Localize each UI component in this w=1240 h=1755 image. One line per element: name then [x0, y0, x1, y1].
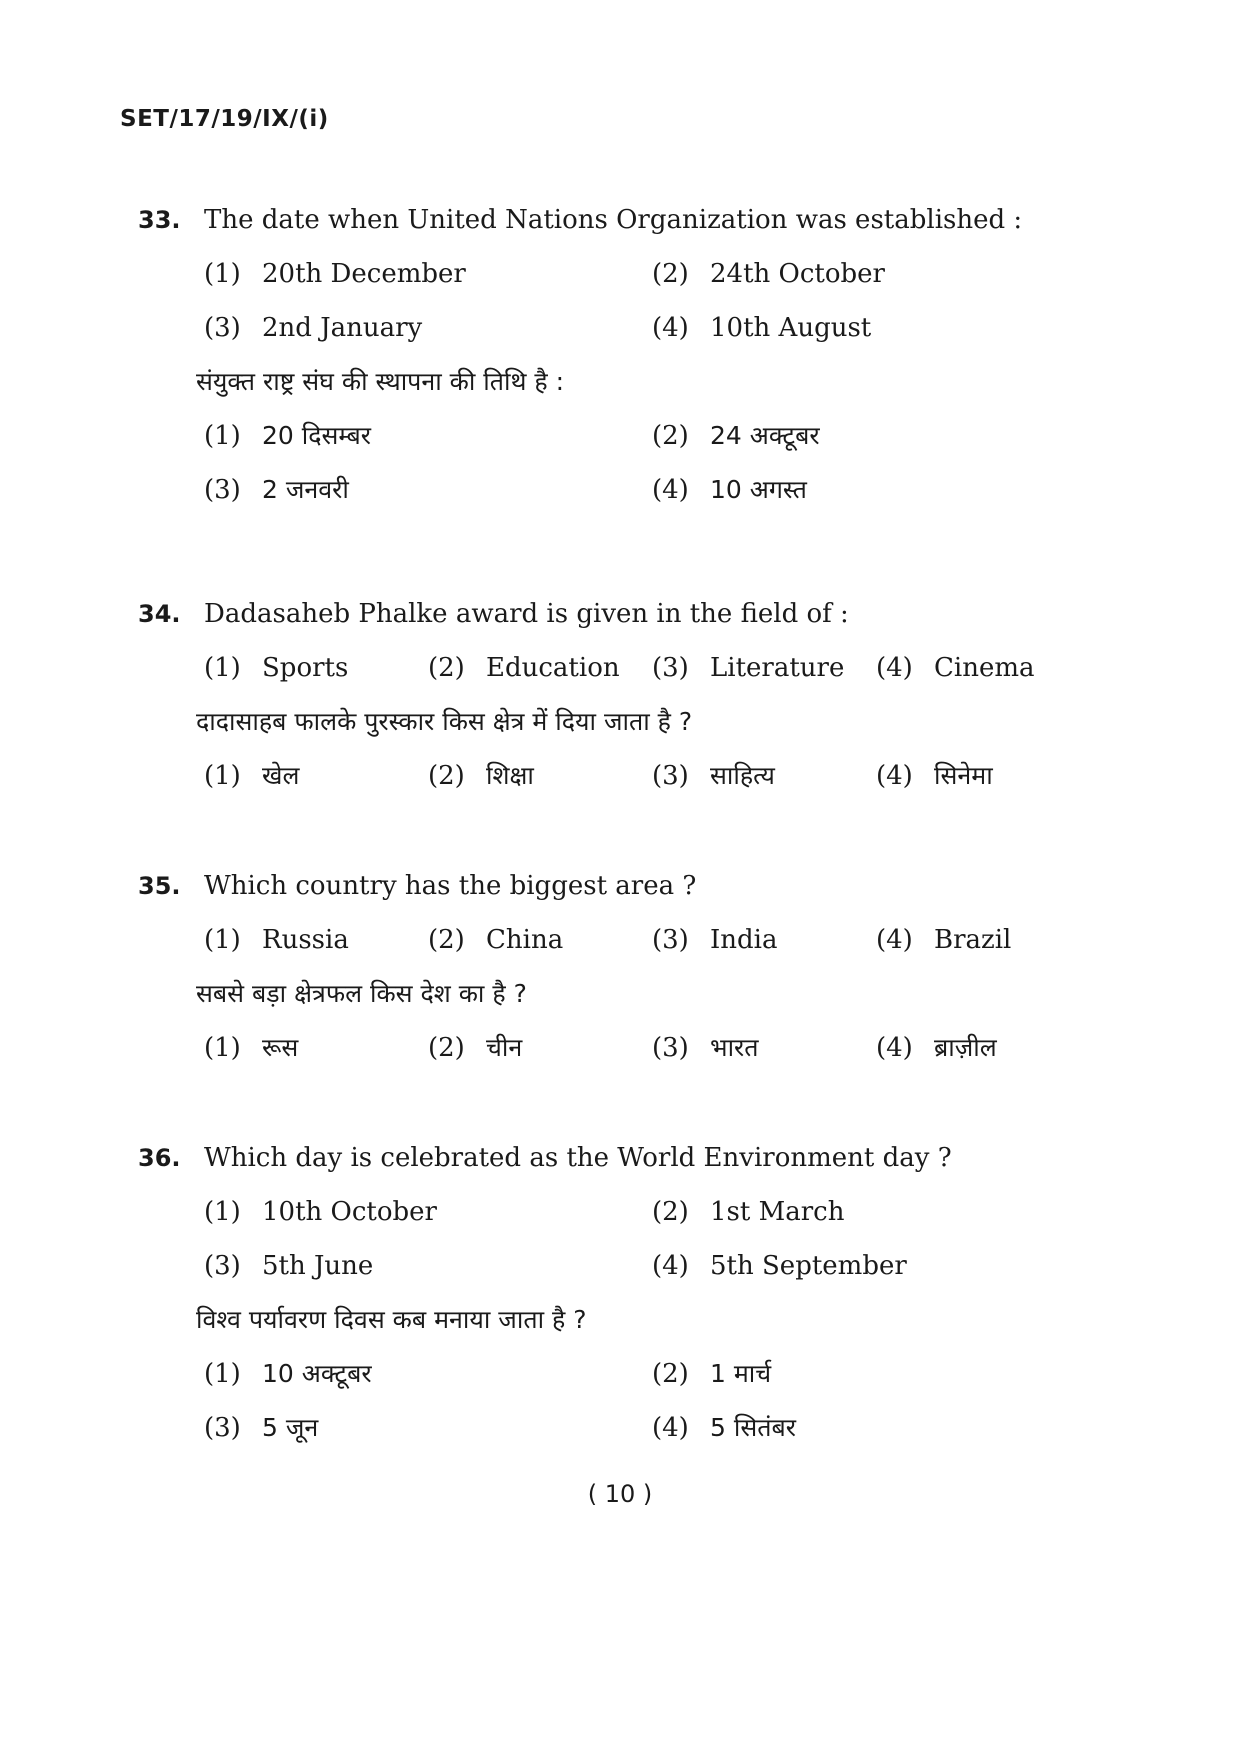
option-number: (1) [204, 1359, 241, 1389]
option-text: 10th October [262, 1197, 437, 1227]
question-english-line [138, 1138, 1078, 1178]
option-number: (1) [204, 925, 241, 955]
question-text-hindi: विश्व पर्यावरण दिवस कब मनाया जाता है ? [196, 1305, 587, 1334]
option-text: India [710, 925, 778, 955]
option-2-hindi[interactable] [428, 1028, 522, 1068]
option-number: (2) [428, 925, 465, 955]
option-number: (2) [428, 653, 465, 683]
option-text: खेल [262, 761, 300, 790]
option-number: (3) [652, 653, 689, 683]
option-number: (2) [652, 1197, 689, 1227]
option-4-english[interactable] [652, 1246, 907, 1286]
option-text: 20 दिसम्बर [262, 421, 372, 450]
option-text: Education [486, 653, 620, 683]
option-number: (4) [652, 1413, 689, 1443]
option-4-hindi[interactable] [876, 756, 993, 796]
option-number: (1) [204, 1197, 241, 1227]
option-1-hindi[interactable] [204, 416, 371, 456]
option-text: 24th October [710, 259, 885, 289]
option-text: रूस [262, 1033, 299, 1062]
option-text: 10th August [710, 313, 872, 343]
option-number: (4) [876, 653, 913, 683]
option-number: (3) [652, 1033, 689, 1063]
question-english-line [138, 200, 1078, 240]
option-text: 5th September [710, 1251, 907, 1281]
option-2-hindi[interactable] [428, 756, 534, 796]
option-row [138, 1408, 1078, 1448]
option-text: भारत [710, 1033, 759, 1062]
option-text: 10 अक्टूबर [262, 1359, 372, 1388]
option-row [138, 470, 1078, 510]
option-number: (2) [428, 1033, 465, 1063]
option-number: (1) [204, 1033, 241, 1063]
option-text: Literature [710, 653, 845, 683]
option-text: 2nd January [262, 313, 423, 343]
option-text: शिक्षा [486, 761, 534, 790]
option-text: चीन [486, 1033, 523, 1062]
option-3-hindi[interactable] [204, 470, 349, 510]
option-row [138, 756, 1078, 796]
option-4-english[interactable] [876, 920, 1011, 960]
option-row [138, 648, 1078, 688]
option-3-english[interactable] [204, 1246, 373, 1286]
option-number: (2) [652, 421, 689, 451]
option-number: (1) [204, 653, 241, 683]
option-4-hindi[interactable] [652, 470, 807, 510]
option-1-english[interactable] [204, 254, 466, 294]
option-number: (1) [204, 259, 241, 289]
option-number: (2) [652, 259, 689, 289]
option-text: 5 सितंबर [710, 1413, 796, 1442]
option-row [138, 1028, 1078, 1068]
question-number: 34. [138, 600, 181, 628]
option-3-english[interactable] [652, 648, 844, 688]
option-text: Sports [262, 653, 349, 683]
question-35 [138, 866, 1078, 1068]
option-number: (3) [204, 1413, 241, 1443]
question-34 [138, 594, 1078, 796]
option-3-english[interactable] [204, 308, 422, 348]
option-number: (4) [876, 925, 913, 955]
option-4-english[interactable] [876, 648, 1035, 688]
option-row [138, 920, 1078, 960]
option-number: (1) [204, 761, 241, 791]
option-1-hindi[interactable] [204, 756, 299, 796]
option-text: साहित्य [710, 761, 775, 790]
question-text-hindi: सबसे बड़ा क्षेत्रफल किस देश का है ? [196, 979, 527, 1008]
question-text-english: The date when United Nations Organization was established : [204, 205, 1023, 235]
page-number: ( 10 ) [587, 1480, 653, 1508]
question-number: 33. [138, 206, 181, 234]
option-number: (3) [204, 1251, 241, 1281]
option-4-english[interactable] [652, 308, 871, 348]
option-text: सिनेमा [934, 761, 993, 790]
option-text: 20th December [262, 259, 466, 289]
option-number: (3) [204, 475, 241, 505]
question-english-line [138, 594, 1078, 634]
option-1-english[interactable] [204, 648, 348, 688]
option-1-english[interactable] [204, 1192, 437, 1232]
option-4-hindi[interactable] [652, 1408, 796, 1448]
option-text: 10 अगस्त [710, 475, 807, 504]
option-number: (1) [204, 421, 241, 451]
option-1-english[interactable] [204, 920, 349, 960]
option-2-hindi[interactable] [652, 416, 820, 456]
option-3-english[interactable] [652, 920, 777, 960]
option-2-english[interactable] [428, 920, 563, 960]
question-36 [138, 1138, 1078, 1448]
option-number: (2) [428, 761, 465, 791]
question-text-english: Which country has the biggest area ? [204, 871, 697, 901]
question-english-line [138, 866, 1078, 906]
option-2-hindi[interactable] [652, 1354, 771, 1394]
option-text: 1 मार्च [710, 1359, 772, 1388]
option-row [138, 1192, 1078, 1232]
option-number: (4) [876, 761, 913, 791]
option-number: (4) [652, 313, 689, 343]
question-text-hindi: दादासाहब फालके पुरस्कार किस क्षेत्र में दिया जाता है ? [196, 707, 693, 736]
option-row [138, 254, 1078, 294]
option-number: (3) [652, 925, 689, 955]
option-3-hindi[interactable] [652, 756, 775, 796]
question-text-hindi: संयुक्त राष्ट्र संघ की स्थापना की तिथि है : [196, 367, 565, 396]
option-row [138, 1354, 1078, 1394]
option-text: 24 अक्टूबर [710, 421, 820, 450]
option-2-english[interactable] [652, 1192, 844, 1232]
option-number: (4) [652, 1251, 689, 1281]
option-text: Cinema [934, 653, 1035, 683]
option-number: (3) [652, 761, 689, 791]
question-number: 35. [138, 872, 181, 900]
option-text: Russia [262, 925, 349, 955]
option-1-hindi[interactable] [204, 1354, 372, 1394]
option-text: 5 जून [262, 1413, 319, 1442]
option-number: (4) [652, 475, 689, 505]
option-text: ब्राज़ील [934, 1033, 997, 1062]
option-text: 1st March [710, 1197, 845, 1227]
paper-set-code: SET/17/19/IX/(i) [120, 106, 329, 132]
option-row [138, 416, 1078, 456]
option-number: (3) [204, 313, 241, 343]
question-text-english: Dadasaheb Phalke award is given in the field of : [204, 599, 849, 629]
option-1-hindi[interactable] [204, 1028, 298, 1068]
option-3-hindi[interactable] [204, 1408, 318, 1448]
option-text: 5th June [262, 1251, 374, 1281]
option-text: 2 जनवरी [262, 475, 349, 504]
question-text-english: Which day is celebrated as the World Environment day ? [204, 1143, 952, 1173]
option-row [138, 308, 1078, 348]
option-3-hindi[interactable] [652, 1028, 759, 1068]
option-2-english[interactable] [428, 648, 620, 688]
option-number: (4) [876, 1033, 913, 1063]
option-2-english[interactable] [652, 254, 885, 294]
option-4-hindi[interactable] [876, 1028, 997, 1068]
option-row [138, 1246, 1078, 1286]
option-number: (2) [652, 1359, 689, 1389]
question-33 [138, 200, 1078, 510]
option-text: China [486, 925, 564, 955]
option-text: Brazil [934, 925, 1012, 955]
question-number: 36. [138, 1144, 181, 1172]
